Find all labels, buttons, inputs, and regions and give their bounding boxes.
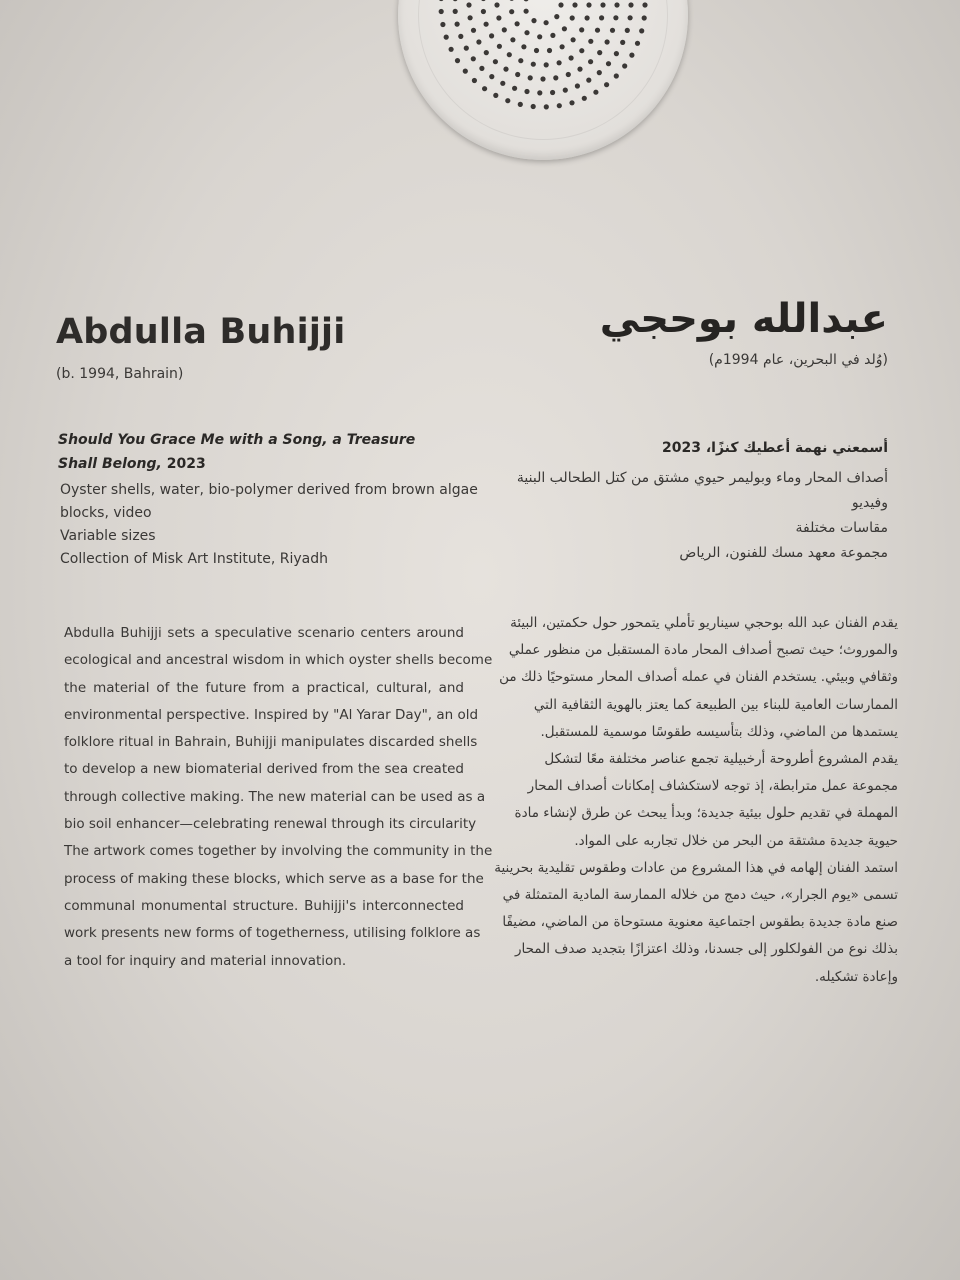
artist-birth-en: (b. 1994, Bahrain) bbox=[56, 366, 184, 382]
speaker-hole bbox=[604, 82, 609, 87]
speaker-hole bbox=[550, 90, 555, 95]
description-line: communal monumental structure. Buhijji's interconnected bbox=[64, 897, 464, 914]
detail-line: Oyster shells, water, bio-polymer derived from brown algae bbox=[60, 482, 478, 498]
speaker-hole bbox=[455, 22, 460, 27]
description-line-ar: المهملة في تقديم حلول بيئية جديدة؛ وبدأ يبحث عن طرق لإنشاء مادة bbox=[514, 805, 898, 822]
speaker-hole bbox=[563, 88, 568, 93]
description-ar bbox=[474, 610, 898, 991]
speaker-hole bbox=[468, 15, 473, 20]
speaker-hole bbox=[582, 96, 587, 101]
speaker-hole bbox=[453, 0, 458, 1]
speaker-hole bbox=[458, 34, 463, 39]
speaker-hole bbox=[524, 9, 529, 14]
speaker-hole bbox=[579, 48, 584, 53]
speaker-hole bbox=[493, 93, 498, 98]
speaker-hole bbox=[524, 0, 529, 1]
speaker-hole bbox=[635, 41, 640, 46]
description-line-ar: يستمدها من الماضي، وذلك بتأسيسه طقوسًا موسمية للمستقبل. bbox=[540, 723, 898, 740]
speaker-hole bbox=[500, 81, 505, 86]
artist-name-ar: عبدالله بوحجي bbox=[599, 296, 888, 342]
speaker-hole bbox=[557, 103, 562, 108]
speaker-hole bbox=[547, 48, 552, 53]
speaker-hole bbox=[494, 2, 499, 7]
speaker-hole bbox=[588, 59, 593, 64]
description-line-ar: حيوية جديدة مشتقة من البحر من خلال تجاربه على المواد. bbox=[574, 832, 898, 849]
speaker-hole bbox=[575, 83, 580, 88]
speaker-hole bbox=[614, 73, 619, 78]
speaker-hole bbox=[466, 2, 471, 7]
speaker-hole bbox=[614, 2, 619, 7]
description-line-ar: الممارسات العامية للبناء بين الطبيعة كما يعتز بالهوية الثقافية التي bbox=[533, 696, 898, 713]
speaker-hole bbox=[463, 69, 468, 74]
speaker-hole bbox=[597, 50, 602, 55]
description-line: ecological and ancestral wisdom in which oyster shells become bbox=[64, 652, 493, 669]
speaker-hole bbox=[509, 0, 514, 1]
speaker-hole bbox=[505, 98, 510, 103]
speaker-hole bbox=[453, 9, 458, 14]
speaker-hole bbox=[628, 15, 633, 20]
speaker-hole bbox=[528, 75, 533, 80]
description-line: through collective making. The new material can be used as a bbox=[64, 788, 486, 805]
speaker-hole bbox=[476, 39, 481, 44]
speaker-hole bbox=[518, 102, 523, 107]
speaker-hole bbox=[455, 58, 460, 63]
speaker-hole bbox=[540, 76, 545, 81]
artwork-year: 2023 bbox=[166, 456, 206, 472]
speaker-hole bbox=[497, 44, 502, 49]
speaker-hole bbox=[471, 28, 476, 33]
description-line-ar: استمد الفنان إلهامه في هذا المشروع من عادات وطقوس تقليدية بحرينية bbox=[494, 859, 898, 876]
speaker-hole bbox=[544, 104, 549, 109]
speaker-hole bbox=[515, 72, 520, 77]
speaker-hole bbox=[512, 86, 517, 91]
speaker-hole bbox=[628, 2, 633, 7]
description-line: folklore ritual in Bahrain, Buhijji manipulates discarded shells bbox=[64, 734, 478, 751]
speaker-hole bbox=[537, 90, 542, 95]
artwork-title-text: Should You Grace Me with a Song, a Treasure Shall Belong, bbox=[58, 432, 416, 472]
description-line-ar: والموروث؛ حيث تصبح أصداف المحار مادة المستقبل من منظور عملي bbox=[508, 642, 898, 659]
speaker-hole bbox=[558, 2, 563, 7]
speaker-hole bbox=[493, 59, 498, 64]
speaker-hole bbox=[642, 2, 647, 7]
description-line-ar: يقدم المشروع أطروحة أرخبيلية تجمع عناصر مختلفة معًا لتشكل bbox=[544, 751, 898, 768]
description-line-ar: بذلك نوع من الفولكلور إلى جسدنا، وذلك اعتزازًا بتجديد صدف المحار bbox=[515, 941, 898, 958]
speaker-hole bbox=[620, 40, 625, 45]
detail-line: Variable sizes bbox=[60, 528, 156, 544]
speaker-hole bbox=[557, 60, 562, 65]
description-line: work presents new forms of togetherness, utilising folklore as bbox=[64, 925, 481, 942]
speaker-hole bbox=[496, 15, 501, 20]
description-line-ar: صنع مادة جديدة بطقوس اجتماعية معنوية مستوحاة من الماضي، مضيفًا bbox=[502, 914, 898, 931]
speaker-hole bbox=[534, 48, 539, 53]
speaker-hole bbox=[510, 37, 515, 42]
speaker-hole bbox=[570, 15, 575, 20]
artwork-details-en bbox=[60, 479, 478, 571]
detail-line-ar: أصداف المحار وماء وبوليمر حيوي مشتق من كتل الطحالب البنية bbox=[516, 470, 888, 486]
speaker-hole bbox=[622, 63, 627, 68]
speaker-hole bbox=[503, 67, 508, 72]
speaker-hole bbox=[489, 33, 494, 38]
speaker-hole bbox=[639, 28, 644, 33]
speaker-hole bbox=[585, 15, 590, 20]
speaker-hole bbox=[515, 21, 520, 26]
speaker-hole bbox=[479, 66, 484, 71]
speaker-hole bbox=[472, 78, 477, 83]
speaker-hole bbox=[444, 35, 449, 40]
speaker-hole bbox=[507, 52, 512, 57]
speaker-hole bbox=[562, 26, 567, 31]
speaker-hole bbox=[553, 75, 558, 80]
speaker-hole bbox=[550, 33, 555, 38]
speaker-hole bbox=[537, 34, 542, 39]
detail-line: Collection of Misk Art Institute, Riyadh bbox=[60, 551, 329, 567]
speaker-hole bbox=[560, 44, 565, 49]
speaker-hole bbox=[482, 86, 487, 91]
speaker-hole bbox=[524, 89, 529, 94]
speaker-hole bbox=[509, 9, 514, 14]
description-line-ar: تسمى «يوم الجرار»، حيث دمج من خلاله الممارسة المادية المتمثلة في bbox=[502, 887, 898, 904]
speaker-hole bbox=[613, 15, 618, 20]
speaker-hole bbox=[599, 15, 604, 20]
speaker-hole bbox=[569, 100, 574, 105]
speaker-hole bbox=[464, 46, 469, 51]
detail-line-ar: مقاسات مختلفة bbox=[795, 520, 888, 536]
speaker-hole bbox=[586, 2, 591, 7]
detail-line-ar: مجموعة معهد مسك للفنون، الرياض bbox=[679, 545, 888, 561]
description-line: environmental perspective. Inspired by "Al Yarar Day", an old bbox=[64, 706, 479, 723]
speaker-hole bbox=[531, 104, 536, 109]
speaker-hole bbox=[586, 78, 591, 83]
speaker-hole bbox=[502, 27, 507, 32]
speaker-hole bbox=[531, 18, 536, 23]
description-line: Abdulla Buhijji sets a speculative scenario centers around bbox=[64, 625, 464, 641]
speaker-hole bbox=[629, 53, 634, 58]
speaker-hole bbox=[605, 39, 610, 44]
speaker-hole bbox=[595, 28, 600, 33]
speaker-hole bbox=[440, 22, 445, 27]
description-line-ar: يقدم الفنان عبد الله بوحجي سيناريو تأملي يتمحور حول حكمتين، البيئة bbox=[510, 615, 898, 631]
description-en bbox=[64, 620, 493, 975]
description-line: The artwork comes together by involving the community in the bbox=[64, 843, 493, 860]
speaker-hole bbox=[481, 0, 486, 1]
speaker-hole bbox=[588, 39, 593, 44]
description-line-ar: وثقافي وبيئي. يستخدم الفنان في عمله أصداف المحار مستوحيًا ذلك من bbox=[499, 669, 898, 686]
speaker-hole bbox=[531, 62, 536, 67]
speaker-hole bbox=[642, 15, 647, 20]
speaker-hole bbox=[597, 70, 602, 75]
description-line: a tool for inquiry and material innovation. bbox=[64, 952, 347, 969]
speaker-hole bbox=[544, 62, 549, 67]
speaker-hole bbox=[449, 47, 454, 52]
description-line-ar: مجموعة عمل مترابطة، إذ توجه لاستكشاف إمكانات أصداف المحار bbox=[527, 778, 898, 795]
artist-birth-ar: (وُلد في البحرين، عام 1994م) bbox=[708, 352, 888, 368]
speaker-hole bbox=[521, 44, 526, 49]
speaker-hole bbox=[554, 14, 559, 19]
speaker-hole bbox=[544, 20, 549, 25]
speaker-hole bbox=[439, 0, 444, 1]
detail-line: blocks, video bbox=[60, 505, 152, 521]
artwork-title-en bbox=[58, 428, 418, 476]
speaker-hole bbox=[593, 90, 598, 95]
description-line: process of making these blocks, which serve as a base for the bbox=[64, 870, 484, 887]
artwork-title-ar: أسمعني نهمة أعطيك كنزًا، 2023 bbox=[661, 440, 888, 456]
speaker-hole bbox=[471, 56, 476, 61]
speaker-hole bbox=[489, 74, 494, 79]
speaker-hole bbox=[566, 72, 571, 77]
speaker-hole bbox=[569, 55, 574, 60]
speaker-hole bbox=[577, 67, 582, 72]
ceiling-speaker bbox=[398, 0, 688, 160]
speaker-hole bbox=[484, 22, 489, 27]
description-line: the material of the future from a practical, cultural, and bbox=[64, 679, 464, 696]
speaker-hole bbox=[481, 9, 486, 14]
speaker-hole bbox=[600, 2, 605, 7]
speaker-hole bbox=[518, 58, 523, 63]
speaker-hole bbox=[524, 30, 529, 35]
description-line: bio soil enhancer—celebrating renewal through its circularity bbox=[64, 816, 477, 833]
speaker-hole bbox=[572, 2, 577, 7]
speaker-hole bbox=[571, 37, 576, 42]
artist-name-en: Abdulla Buhijji bbox=[56, 312, 346, 352]
speaker-hole bbox=[606, 61, 611, 66]
speaker-hole bbox=[439, 9, 444, 14]
speaker-holes bbox=[398, 0, 688, 160]
speaker-hole bbox=[625, 28, 630, 33]
speaker-hole bbox=[614, 51, 619, 56]
speaker-hole bbox=[579, 27, 584, 32]
detail-line-ar: وفيديو bbox=[851, 495, 888, 511]
speaker-hole bbox=[610, 28, 615, 33]
description-line: to develop a new biomaterial derived from the sea created bbox=[64, 761, 464, 778]
artwork-details-ar bbox=[488, 466, 888, 566]
description-line-ar: وإعادة تشكيله. bbox=[814, 968, 898, 985]
speaker-hole bbox=[484, 50, 489, 55]
